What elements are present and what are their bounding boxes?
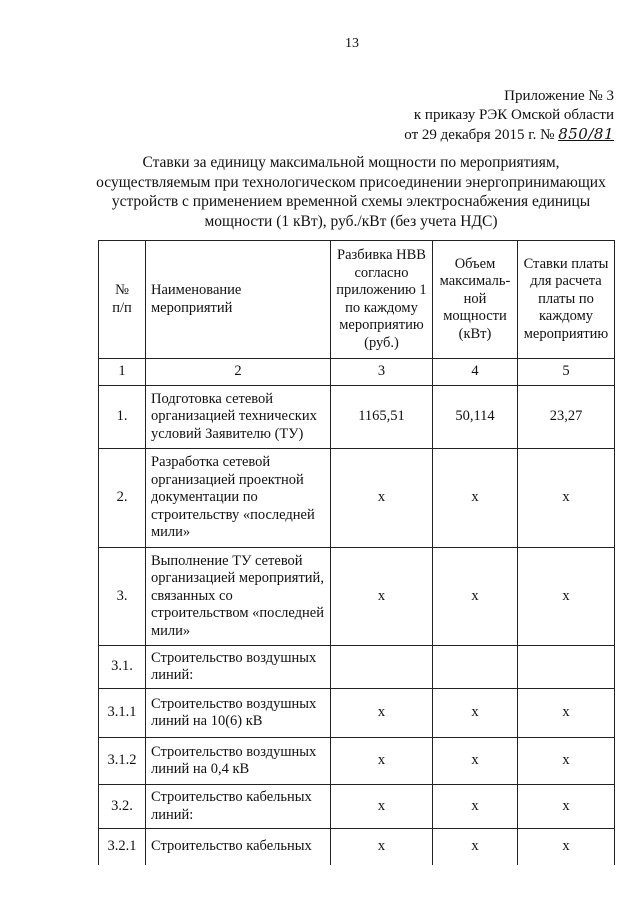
measure-name-cell: Строительство воздушных линий на 10(6) кВ xyxy=(146,689,331,738)
row-number-cell: 3.2. xyxy=(99,785,146,829)
nvv-cell: x xyxy=(331,785,433,829)
order-date: от 29 декабря 2015 г. № xyxy=(404,127,559,143)
table-row xyxy=(99,738,615,785)
header-num: № п/п xyxy=(99,241,146,359)
table-header-row xyxy=(99,241,615,359)
table-row xyxy=(99,386,615,449)
nvv-cell: x xyxy=(331,689,433,738)
nvv-cell: x xyxy=(331,829,433,865)
document-title: Ставки за единицу максимальной мощности по мероприятиям, осуществляемым при технологическом присоединении энергопринимающих устройств с применением временной схемы электроснабжения единицы мощности (1 кВт), руб./кВт (без учета НДС) xyxy=(96,154,606,230)
power-cell: x xyxy=(433,738,518,785)
order-date-line xyxy=(404,125,614,145)
column-number: 3 xyxy=(331,359,433,386)
row-number-cell: 3.1.1 xyxy=(99,689,146,738)
power-cell: x xyxy=(433,785,518,829)
row-number-cell: 3. xyxy=(99,548,146,646)
nvv-cell: 1165,51 xyxy=(331,386,433,449)
nvv-cell: x xyxy=(331,449,433,548)
order-reference: к приказу РЭК Омской области xyxy=(413,107,614,123)
column-number: 5 xyxy=(518,359,615,386)
row-number-cell: 2. xyxy=(99,449,146,548)
rate-cell: x xyxy=(518,785,615,829)
table-row xyxy=(99,449,615,548)
table-row xyxy=(99,689,615,738)
measure-name-cell: Разработка сетевой организацией проектной документации по строительству «последней мили» xyxy=(146,449,331,548)
nvv-cell: x xyxy=(331,548,433,646)
row-number-cell: 1. xyxy=(99,386,146,449)
column-numbers-row xyxy=(99,359,615,386)
row-number-cell: 3.1. xyxy=(99,646,146,689)
header-power: Объем максималь- ной мощности (кВт) xyxy=(433,241,518,359)
header-rate: Ставки платы для расчета платы по каждому мероприятию xyxy=(518,241,615,359)
measure-name-cell: Строительство воздушных линий: xyxy=(146,646,331,689)
power-cell: x xyxy=(433,449,518,548)
table-row xyxy=(99,829,615,865)
power-cell: x xyxy=(433,689,518,738)
rate-cell: x xyxy=(518,829,615,865)
rate-cell: x xyxy=(518,738,615,785)
rate-cell xyxy=(518,646,615,689)
power-cell: 50,114 xyxy=(433,386,518,449)
row-number-cell: 3.2.1 xyxy=(99,829,146,865)
measure-name-cell: Подготовка сетевой организацией технических условий Заявителю (ТУ) xyxy=(146,386,331,449)
appendix-title: Приложение № 3 xyxy=(504,88,614,104)
order-number-handwritten: 850/81 xyxy=(558,125,614,143)
rate-cell: x xyxy=(518,689,615,738)
header-name: Наименование мероприятий xyxy=(146,241,331,359)
page-number: 13 xyxy=(345,36,359,51)
column-number: 1 xyxy=(99,359,146,386)
power-cell: x xyxy=(433,548,518,646)
rate-cell: x xyxy=(518,548,615,646)
table-row xyxy=(99,646,615,689)
rate-cell: 23,27 xyxy=(518,386,615,449)
measure-name-cell: Строительство кабельных xyxy=(146,829,331,865)
column-number: 4 xyxy=(433,359,518,386)
nvv-cell: x xyxy=(331,738,433,785)
measure-name-cell: Строительство кабельных линий: xyxy=(146,785,331,829)
rates-table xyxy=(98,240,615,865)
measure-name-cell: Выполнение ТУ сетевой организацией мероприятий, связанных со строительством «последней мили» xyxy=(146,548,331,646)
table-row xyxy=(99,548,615,646)
rate-cell: x xyxy=(518,449,615,548)
column-number: 2 xyxy=(146,359,331,386)
measure-name-cell: Строительство воздушных линий на 0,4 кВ xyxy=(146,738,331,785)
row-number-cell: 3.1.2 xyxy=(99,738,146,785)
power-cell xyxy=(433,646,518,689)
nvv-cell xyxy=(331,646,433,689)
header-nvv: Разбивка НВВ согласно приложению 1 по каждому мероприятию (руб.) xyxy=(331,241,433,359)
appendix-header xyxy=(404,87,614,145)
power-cell: x xyxy=(433,829,518,865)
table-row xyxy=(99,785,615,829)
